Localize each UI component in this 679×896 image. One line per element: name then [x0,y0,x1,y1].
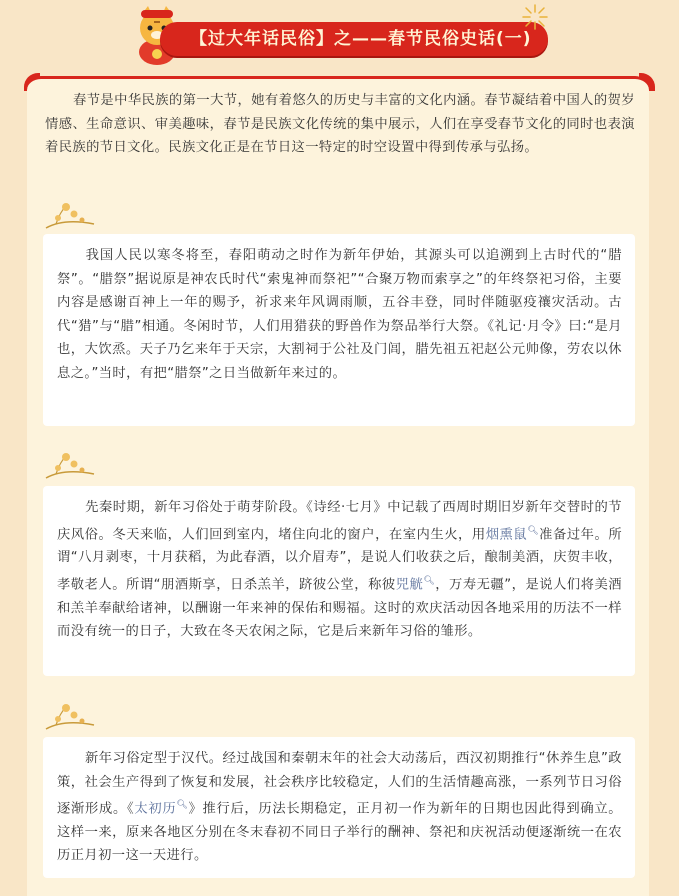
page-title: 【过大年话民俗】之——春节民俗史话(一) [190,29,532,49]
section-box-2 [43,486,635,676]
plum-blossom-sprig-icon [44,699,96,733]
search-link-sigong[interactable]: 兕觥 [395,577,424,593]
plum-blossom-sprig-icon [44,198,96,232]
section-1-paragraph [43,234,635,395]
section-2-paragraph [43,486,635,654]
section-2-text-part-3: ，万寿无疆”，是说人们将美酒和羔羊奉献给诸神，以酬谢一年来神的保佑和赐福。这时的欢庆活动因各地采用的历法不一样而没有统一的日子，大致在冬天农闲之际，它是后来新年习俗的雏形。 [57,577,622,640]
section-2-text-part-2: 准备过年。所谓“八月剥枣，十月获稻，为此春酒，以介眉寿”，是说人们收获之后，酿制美酒，庆贺丰收，孝敬老人。所谓“朋酒斯享，日杀羔羊，跻彼公堂，称彼 [57,526,623,593]
section-3-text-part-1: 新年习俗定型于汉代。经过战国和秦朝末年的社会大动荡后，西汉初期推行“休养生息”政策，社会生产得到了恢复和发展，社会秩序比较稳定，人们的生活情趣高涨，一系列节日习俗逐渐形成。《 [57,751,622,817]
title-banner [160,22,548,56]
intro-paragraph [45,89,635,160]
plum-blossom-sprig-icon [44,448,96,482]
section-3-text-part-2: 》推行后，历法长期稳定，正月初一作为新年的日期也因此得到确立。这样一来，原来各地区分别在冬末春初不同日子举行的酬神、祭祀和庆祝活动便逐渐统一在农历正月初一这一天进行。 [57,801,623,864]
section-3-paragraph [43,737,635,878]
firework-icon [520,2,550,32]
search-link-smoke-rat[interactable]: 烟熏鼠 [485,526,528,542]
section-1-text: 我国人民以寒冬将至，春阳萌动之时作为新年伊始，其源头可以追溯到上古时代的“腊祭”。“腊祭”据说原是神农氏时代“索鬼神而祭祀”“合聚万物而索享之”的年终祭祀习俗，主要内容是感谢百神上一年的赐予，祈求来年风调雨顺，五谷丰登，同时伴随驱疫禳灾活动。古代“猎”与“腊”相通。冬闲时节，人们用猎获的野兽作为祭品举行大祭。《礼记·月令》曰:“是月也，大饮烝。天子乃乞来年于天宗，大割祠于公社及门闾，腊先祖五祀赵公元帅像，劳农以休息之。”当时，有把“腊祭”之日当做新年来过的。 [57,248,622,381]
section-box-3 [43,737,635,878]
section-box-1 [43,234,635,426]
header [0,0,679,70]
search-link-taichu-calendar[interactable]: 太初历 [134,801,177,817]
search-icon[interactable]: 🔍︎ [423,575,436,586]
search-icon[interactable]: 🔍︎ [527,525,540,536]
intro-text: 春节是中华民族的第一大节，她有着悠久的历史与丰富的文化内涵。春节凝结着中国人的贺岁情感、生命意识、审美趣味，春节是民族文化传统的集中展示，人们在享受春节文化的同时也表演着民族的节日文化。民族文化正是在节日这一特定的时空设置中得到传承与弘扬。 [45,93,635,155]
search-icon[interactable]: 🔍︎ [176,800,189,810]
section-2-text-part-1: 先秦时期，新年习俗处于萌芽阶段。《诗经·七月》中记载了西周时期旧岁新年交替时的节庆风俗。冬天来临，人们回到室内，堵住向北的窗户，在室内生火，用 [57,500,622,542]
